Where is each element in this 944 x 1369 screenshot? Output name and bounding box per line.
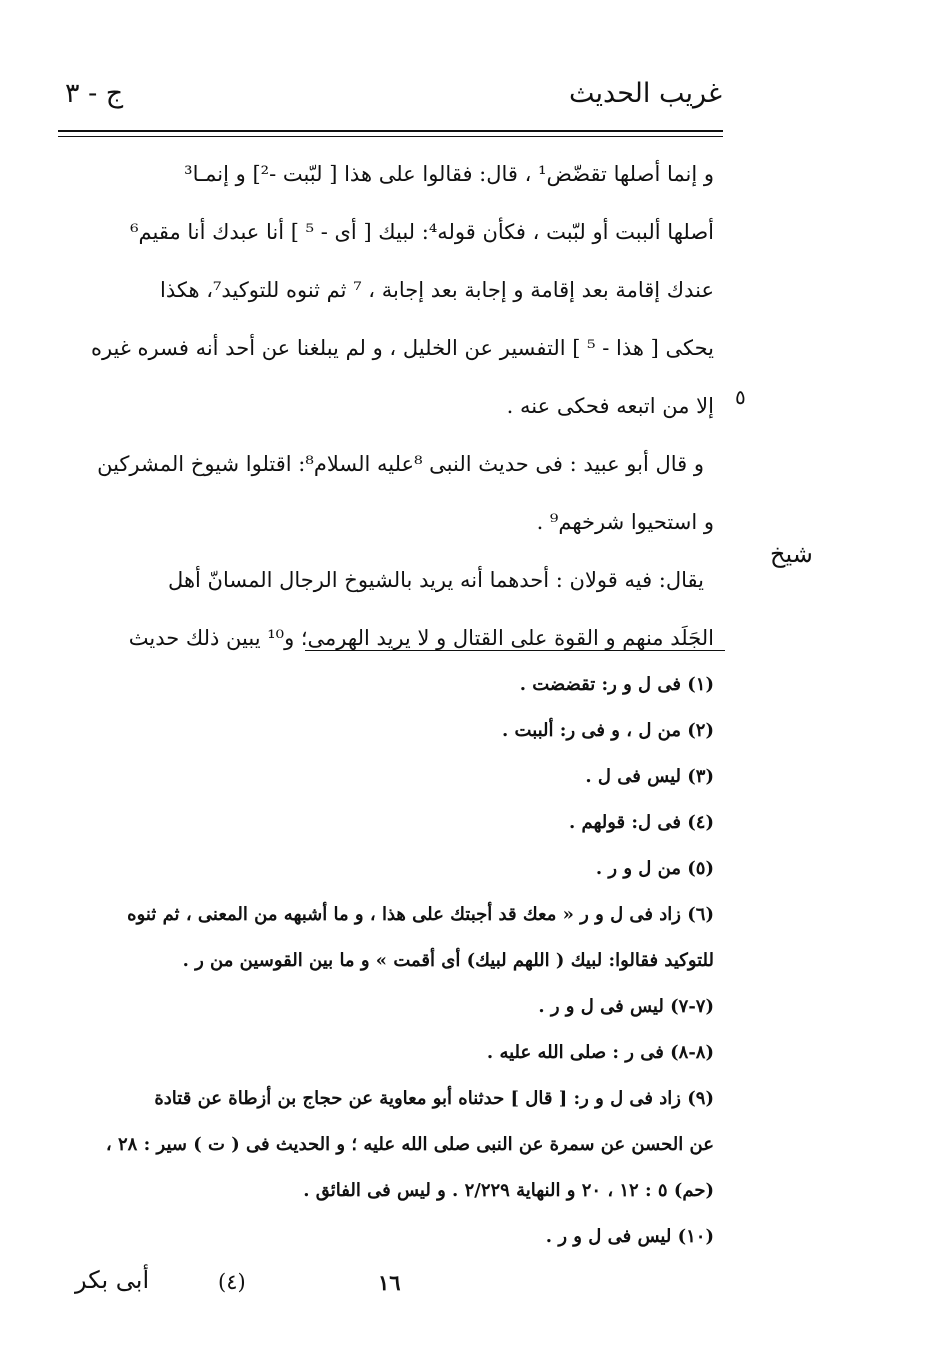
header-rule-thin (58, 136, 723, 137)
main-line: يقال: فيه قولان : أحدهما أنه يريد بالشيوخ الرجال المسانّ أهل (168, 568, 704, 592)
main-line: عندك إقامة بعد إقامة و إجابة بعد إجابة ، ⁷ ثم ثنوه للتوكيد⁷، هكذا (160, 278, 714, 302)
footnote-line: للتوكيد فقالوا: لبيك ( اللهم لبيك) أى أقمت » و ما بين القوسين من ر . (182, 950, 714, 971)
footnote-line: (٥) من ل و ر . (595, 858, 714, 879)
signature-mark: (٤) (218, 1270, 246, 1294)
main-line: إلا من اتبعه فحكى عنه . (506, 394, 714, 418)
main-text (54, 145, 714, 667)
main-line: و إنما أصلها تقضّض¹ ، قال: فقالوا على هذا [ لبّبت -²] و إنمـا³ (184, 162, 714, 186)
footnote-line: عن الحسن عن سمرة عن النبى صلى الله عليه ؛ و الحديث فى ( ت ) سير : ٢٨ ، (105, 1134, 714, 1155)
running-title: غريب الحديث (569, 78, 722, 109)
footnote-rule (305, 650, 725, 651)
main-line: و قال أبو عبيد : فى حديث النبى ⁸عليه السلام⁸: اقتلوا شيوخ المشركين (97, 452, 704, 476)
main-line: الجَلَد منهم و القوة على القتال و لا يريد الهرمى؛ و¹⁰ يبين ذلك حديث (128, 626, 714, 650)
header-rule-thick (58, 130, 723, 132)
footnote-line: (١٠) ليس فى ل و ر . (545, 1226, 714, 1247)
footnote-line: (١) فى ل و ر: تقضضت . (519, 674, 714, 695)
footnote-line: (٩) زاد فى ل و ر: [ قال ] حدثناه أبو معاوية عن حجاج بن أزطاة عن قتادة (154, 1088, 714, 1109)
footnote-line: (٦) زاد فى ل و ر « معك قد أجبتك على هذا ، و ما أشبهه من المعنى ، ثم ثنوه (127, 904, 714, 925)
margin-keyword: شيخ (770, 540, 813, 568)
catchword: أبى بكر (75, 1266, 150, 1294)
main-line: أصلها ألببت أو لبّبت ، فكأن قوله⁴: لبيك [ أى - ⁵ ] أنا عبدك أنا مقيم⁶ (130, 220, 714, 244)
footnote-line: (حم) ٥ : ١٢ ، ٢٠ و النهاية ٢/٢٢٩ . و ليس فى الفائق . (303, 1180, 714, 1201)
footnotes (54, 662, 714, 1260)
footnote-line: (٣) ليس فى ل . (585, 766, 714, 787)
page-number: ١٦ (378, 1270, 401, 1295)
footnote-line: (٧-٧) ليس فى ل و ر . (538, 996, 714, 1017)
main-line: و استحيوا شرخهم⁹ . (536, 510, 714, 534)
footnote-line: (٤) فى ل: قولهم . (568, 812, 714, 833)
main-line: يحكى [ هذا - ⁵ ] التفسير عن الخليل ، و لم يبلغنا عن أحد أنه فسره غيره (90, 336, 714, 360)
volume-label: ج - ٣ (65, 78, 124, 109)
footnote-line: (٢) من ل ، و فى ر: ألببت . (501, 720, 714, 741)
footnote-line: (٨-٨) فى ر : صلى الله عليه . (486, 1042, 714, 1063)
margin-line-number: ٥ (735, 385, 746, 409)
